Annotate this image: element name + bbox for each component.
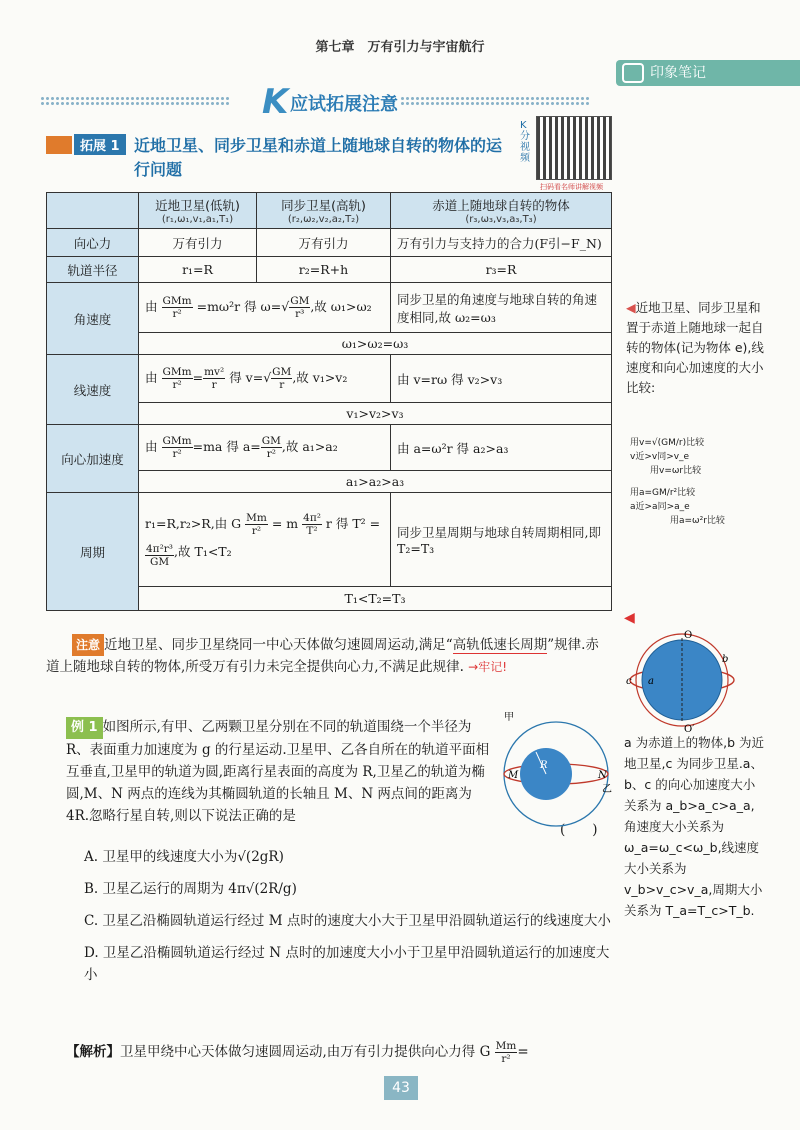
label-yi: 乙 (602, 784, 612, 795)
attention-tag: 注意 (72, 634, 104, 656)
section-header (40, 82, 580, 122)
k-logo: K (262, 82, 289, 122)
label-c: c (626, 676, 632, 687)
satellite-orbit-figure (498, 712, 616, 830)
table-row: 周期 r₁=R,r₂>R,由 G $\frac{Mm}{\text{r²}}$ = m $\frac{\text{4π²}}{\text{T²}}$ r 得 T² = $\frac{\text{4π²r³}}{GM}$ ,故 T₁<T₂ 同步卫星周期与地球自转周期相同,即 T₂=T₃ (47, 493, 612, 587)
label-m: M (508, 770, 519, 781)
side-note-2: a 为赤道上的物体,b 为近地卫星,c 为同步卫星.a、b、c 的向心加速度大小关系为 a_b>a_c>a_a,角速度大小关系为 ω_a=ω_c<ω_b,线速度大小关系为 v_b>v_c>v_a,周期大小关系为 T_a=T_c>T_b. (624, 735, 765, 918)
qr-label: K分视频 (520, 120, 530, 164)
row-label-period: 周期 (47, 493, 139, 611)
table-row: 向心加速度 由 GMm r² =ma 得 a= $\frac{GM}{\text{r²}}$ ,故 a₁>a₂ 由 a=ω²r 得 a₂>a₃ (47, 425, 612, 471)
chapter-title: 第七章 万有引力与宇宙航行 (315, 40, 485, 55)
extension-title: 近地卫星、同步卫星和赤道上随地球自转的物体的运行问题 (134, 136, 503, 179)
col-equator-vars: (r₃,ω₃,v₃,a₃,T₃) (465, 214, 537, 225)
qr-code[interactable] (536, 116, 612, 180)
attention-note: 注意 近地卫星、同步卫星绕同一中心天体做匀速圆周运动,满足“高轨低速长周期”规律.赤道上随地球自转的物体,所受万有引力未完全提供向心力,不满足此规律. →牢记! (46, 634, 612, 678)
example-problem: 例 1 如图所示,有甲、乙两颗卫星分别在不同的轨道围绕一个半径为 R、表面重力加速度为 g 的行星运动.卫星甲、乙各自所在的轨道平面相互垂直,卫星甲的轨道为圆,距离行星表面的高度为 R,卫星乙的轨道为椭圆,M、N 两点的连线为其椭圆轨道的长轴且 M、N 两点间的距离为 4R.忽略行星自转,则以下说法正确的是 (66, 719, 490, 824)
note-tab[interactable] (616, 60, 800, 86)
row-label-centripetal: 向心力 (47, 229, 139, 257)
notebook-icon (622, 63, 644, 83)
label-jia: 甲 (504, 712, 514, 723)
book-icon (46, 136, 72, 154)
example-tag: 例 1 (66, 717, 103, 739)
col-near-satellite: 近地卫星(低轨) (155, 198, 240, 213)
row-label-accel: 向心加速度 (47, 425, 139, 493)
label-n: N (598, 770, 607, 781)
col-equator-object: 赤道上随地球自转的物体 (432, 198, 570, 213)
triangle-marker-icon: ◀ (626, 300, 636, 315)
label-o-prime: O′ (684, 724, 695, 734)
answer-options (84, 846, 618, 996)
triangle-marker-icon: ◀ (624, 610, 635, 626)
highlight-rule: 高轨低速长周期 (452, 637, 548, 653)
answer-bracket[interactable]: ( ) (560, 822, 598, 838)
row-label-angular: 角速度 (47, 283, 139, 355)
option-a[interactable]: A. 卫星甲的线速度大小为√(2gR) (84, 849, 284, 865)
row-label-linear: 线速度 (47, 355, 139, 425)
section-title: 应试拓展注意 (290, 94, 398, 115)
angular-summary: ω₁>ω₂=ω₃ (139, 333, 612, 355)
dotted-rule-right (400, 96, 590, 106)
accel-summary: a₁>a₂>a₃ (139, 471, 612, 493)
qr-caption: 扫码看名师讲解视频 (540, 183, 603, 191)
table-row: 向心力 万有引力 万有引力 万有引力与支持力的合力(F引−F_N) (47, 229, 612, 257)
option-d[interactable]: D. 卫星乙沿椭圆轨道运行经过 N 点时的加速度大小小于卫星甲沿圆轨道运行的加速度大小 (84, 945, 610, 983)
page-number: 43 (384, 1076, 418, 1100)
option-b[interactable]: B. 卫星乙运行的周期为 4π√(2R/g) (84, 881, 297, 897)
col-sync-satellite: 同步卫星(高轨) (281, 198, 366, 213)
earth-orbit-figure (626, 628, 736, 734)
table-row: 轨道半径 r₁=R r₂=R+h r₃=R (47, 257, 612, 283)
table-row: 线速度 由 GMm r² = $\frac{\text{mv²}}{r}$ 得 v=√ $\frac{GM}{r}$ ,故 v₁>v₂ 由 v=rω 得 v₂>v₃ (47, 355, 612, 403)
option-c[interactable]: C. 卫星乙沿椭圆轨道运行经过 M 点时的速度大小大于卫星甲沿圆轨道运行的线速度大小 (84, 913, 611, 929)
label-b: b (722, 654, 729, 665)
table-row: 角速度 由 GMm r² =mω²r 得 ω=√ $\frac{GM}{\text{r³}}$ ,故 ω₁>ω₂ 同步卫星的角速度与地球自转的角速度相同,故 ω₂=ω₃ (47, 283, 612, 333)
label-a: a (648, 676, 654, 687)
side-comparison-diagram: 用v=√(GM/r)比较 v近>v同>v_e 用v=ωr比较 用a=GM/r²比较 a近>a同>a_e 用a=ω²r比较 (630, 438, 725, 526)
analysis: 【解析】卫星甲绕中心天体做匀速圆周运动,由万有引力提供向心力得 G $\frac{Mm}{\text{r²}}$ = (66, 1040, 529, 1065)
col-near-vars: (r₁,ω₁,v₁,a₁,T₁) (161, 214, 234, 225)
row-label-radius: 轨道半径 (47, 257, 139, 283)
label-r: R (540, 760, 548, 771)
handwritten-note: →牢记! (468, 660, 508, 674)
col-sync-vars: (r₂,ω₂,v₂,a₂,T₂) (287, 214, 360, 225)
label-o: O (684, 630, 693, 641)
comparison-table (46, 192, 612, 611)
period-summary: T₁<T₂=T₃ (139, 587, 612, 611)
side-note: ◀近地卫星、同步卫星和置于赤道上随地球一起自转的物体(记为物体 e),线速度和向心加速度的大小比较: (626, 300, 764, 395)
extension-label: 拓展 1 (74, 134, 126, 155)
dotted-rule-left (40, 96, 230, 106)
extension-heading (46, 134, 526, 182)
linear-summary: v₁>v₂>v₃ (139, 403, 612, 425)
note-tab-label: 印象笔记 (650, 65, 706, 81)
table-header-row (47, 193, 612, 229)
